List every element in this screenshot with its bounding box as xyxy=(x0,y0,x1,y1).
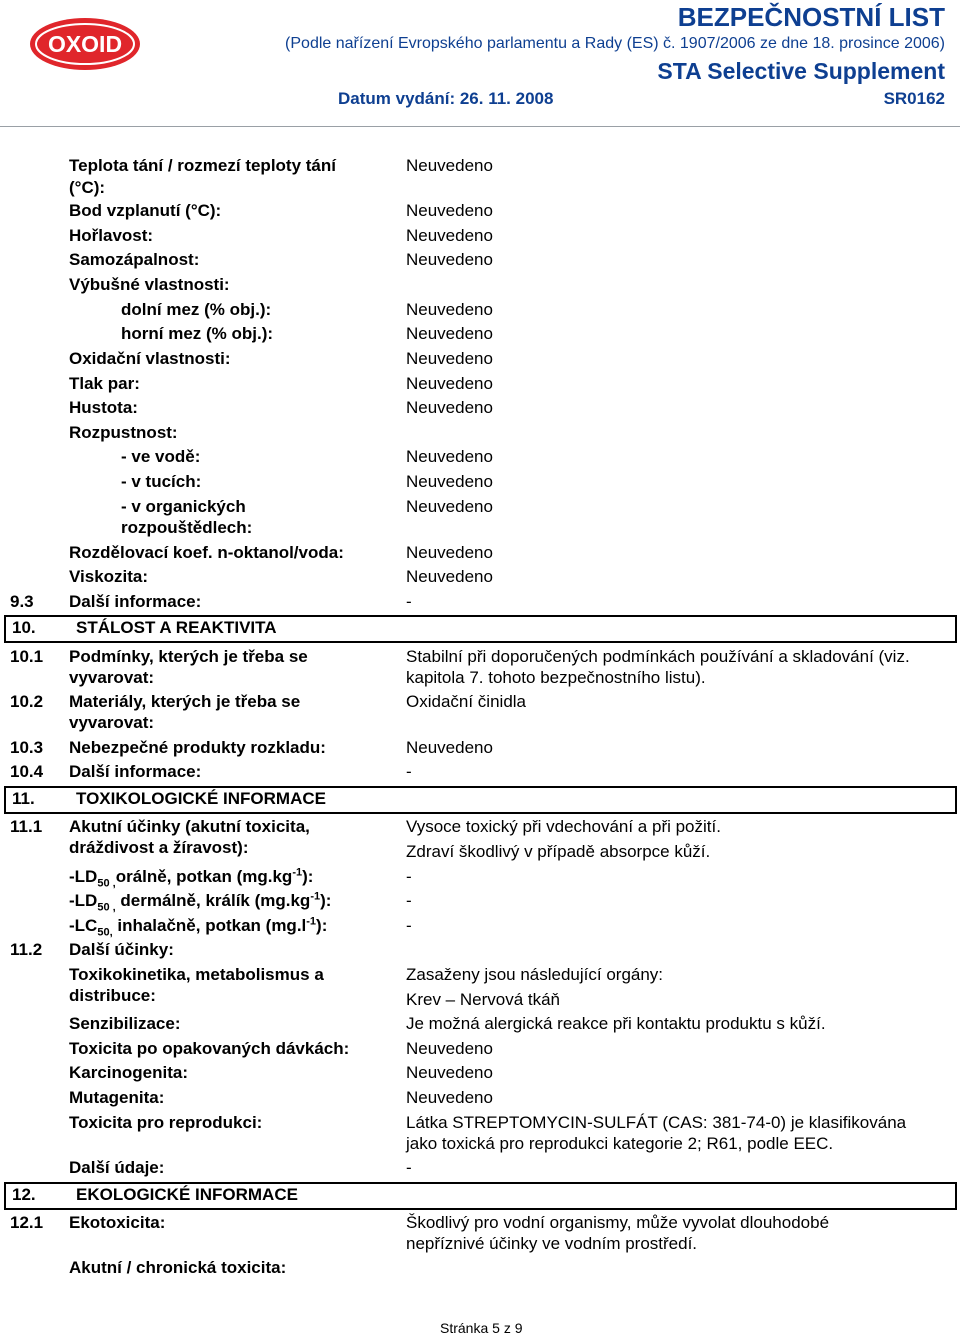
other-info-value: - xyxy=(406,762,412,781)
conditions-to-avoid-value: Stabilní při doporučených podmínkách používání a skladování (viz. xyxy=(406,647,910,666)
oxoid-logo xyxy=(28,16,142,72)
vapour-pressure-label: Tlak par: xyxy=(69,374,140,393)
density-label: Hustota: xyxy=(69,398,138,417)
section-12-header xyxy=(4,1182,957,1210)
oxidizing-value: Neuvedeno xyxy=(406,349,493,368)
section-number: 12.1 xyxy=(10,1213,44,1232)
ecotoxicity-value-cont: nepříznivé účinky ve vodním prostředí. xyxy=(406,1234,698,1253)
solubility-water-label: - ve vodě: xyxy=(121,447,201,466)
ld50-prefix: -LD xyxy=(69,891,98,910)
ld50-suffix: ): xyxy=(320,891,332,910)
regulation-note: (Podle nařízení Evropského parlamentu a Rady (ES) č. 1907/2006 ze dne 18. prosince 2006) xyxy=(285,35,945,52)
repeated-dose-value: Neuvedeno xyxy=(406,1039,493,1058)
ld50-superscript: -1 xyxy=(292,866,303,879)
acute-effects-value-cont: Zdraví škodlivý v případě absorpce kůží. xyxy=(406,842,711,861)
conditions-to-avoid-label: Podmínky, kterých je třeba se xyxy=(69,647,308,666)
melting-point-label: Teplota tání / rozmezí teploty tání xyxy=(69,156,336,175)
ld50-suffix: ): xyxy=(302,867,314,886)
lc50-superscript: -1 xyxy=(306,915,317,928)
melting-point-label-cont: (°C): xyxy=(69,178,106,197)
lower-limit-value: Neuvedeno xyxy=(406,300,493,319)
product-code: SR0162 xyxy=(883,89,945,108)
lc50-inhalation-value: - xyxy=(406,916,412,935)
decomposition-products-label: Nebezpečné produkty rozkladu: xyxy=(69,738,326,757)
other-data-label: Další údaje: xyxy=(69,1158,165,1177)
solubility-organic-label: - v organických xyxy=(121,497,246,516)
ecotoxicity-label: Ekotoxicita: xyxy=(69,1213,166,1232)
section-number: 10.4 xyxy=(10,762,44,781)
solubility-organic-value: Neuvedeno xyxy=(406,497,493,516)
decomposition-products-value: Neuvedeno xyxy=(406,738,493,757)
materials-to-avoid-label: Materiály, kterých je třeba se xyxy=(69,692,301,711)
other-info-value: - xyxy=(406,592,412,611)
other-effects-label: Další účinky: xyxy=(69,940,174,959)
other-data-value: - xyxy=(406,1158,412,1177)
mutagenicity-label: Mutagenita: xyxy=(69,1088,165,1107)
flash-point-label: Bod vzplanutí (°C): xyxy=(69,201,222,220)
ld50-dermal-value: - xyxy=(406,891,412,910)
flammability-label: Hořlavost: xyxy=(69,226,154,245)
lc50-subscript: 50, xyxy=(97,926,113,939)
section-number: 9.3 xyxy=(10,592,34,611)
ld50-subscript: 50 , xyxy=(97,877,116,890)
viscosity-label: Viskozita: xyxy=(69,567,149,586)
section-number: 11.1 xyxy=(10,817,43,836)
issue-date: Datum vydání: 26. 11. 2008 xyxy=(338,89,554,108)
header-divider xyxy=(0,126,960,127)
acute-effects-label: Akutní účinky (akutní toxicita, xyxy=(69,817,310,836)
section-12-number: 12. xyxy=(12,1185,36,1204)
carcinogenicity-value: Neuvedeno xyxy=(406,1063,493,1082)
solubility-label: Rozpustnost: xyxy=(69,423,178,442)
upper-limit-label: horní mez (% obj.): xyxy=(121,324,274,343)
ld50-dermal-text: dermálně, králík (mg.kg xyxy=(115,891,311,910)
ld50-oral-value: - xyxy=(406,867,412,886)
viscosity-value: Neuvedeno xyxy=(406,567,493,586)
materials-to-avoid-value: Oxidační činidla xyxy=(406,692,527,711)
ld50-oral-label xyxy=(69,866,314,890)
partition-coefficient-value: Neuvedeno xyxy=(406,543,493,562)
toxicokinetics-label: Toxikokinetika, metabolismus a xyxy=(69,965,324,984)
acute-effects-value: Vysoce toxický při vdechování a při požití. xyxy=(406,817,721,836)
mutagenicity-value: Neuvedeno xyxy=(406,1088,493,1107)
section-number: 10.3 xyxy=(10,738,44,757)
density-value: Neuvedeno xyxy=(406,398,493,417)
section-10-title: STÁLOST A REAKTIVITA xyxy=(76,618,277,637)
toxicokinetics-value: Zasaženy jsou následující orgány: xyxy=(406,965,664,984)
solubility-water-value: Neuvedeno xyxy=(406,447,493,466)
conditions-to-avoid-label-cont: vyvarovat: xyxy=(69,668,155,687)
section-number: 11.2 xyxy=(10,940,43,959)
ld50-oral-text: orálně, potkan (mg.kg xyxy=(115,867,293,886)
section-10-header xyxy=(4,615,957,643)
autoignition-value: Neuvedeno xyxy=(406,250,493,269)
autoignition-label: Samozápalnost: xyxy=(69,250,200,269)
lc50-text: inhalačně, potkan (mg.l xyxy=(112,916,307,935)
sensitization-value: Je možná alergická reakce při kontaktu produktu s kůží. xyxy=(406,1014,826,1033)
vapour-pressure-value: Neuvedeno xyxy=(406,374,493,393)
reproductive-toxicity-label: Toxicita pro reprodukci: xyxy=(69,1113,263,1132)
ecotoxicity-value: Škodlivý pro vodní organismy, může vyvolat dlouhodobé xyxy=(406,1213,830,1232)
melting-point-value: Neuvedeno xyxy=(406,156,493,175)
solubility-fat-label: - v tucích: xyxy=(121,472,202,491)
section-11-title: TOXIKOLOGICKÉ INFORMACE xyxy=(76,789,326,808)
toxicokinetics-label-cont: distribuce: xyxy=(69,986,156,1005)
section-number: 10.1 xyxy=(10,647,44,666)
other-info-label: Další informace: xyxy=(69,762,202,781)
product-name: STA Selective Supplement xyxy=(657,58,945,84)
flash-point-value: Neuvedeno xyxy=(406,201,493,220)
lc50-inhalation-label xyxy=(69,915,328,939)
reproductive-toxicity-value-cont: jako toxická pro reprodukci kategorie 2; R61, podle EEC. xyxy=(406,1134,834,1153)
section-11-number: 11. xyxy=(12,789,35,808)
solubility-organic-label-cont: rozpouštědlech: xyxy=(121,518,253,537)
page-number: Stránka 5 z 9 xyxy=(440,1320,523,1336)
solubility-fat-value: Neuvedeno xyxy=(406,472,493,491)
flammability-value: Neuvedeno xyxy=(406,226,493,245)
lower-limit-label: dolní mez (% obj.): xyxy=(121,300,272,319)
carcinogenicity-label: Karcinogenita: xyxy=(69,1063,189,1082)
materials-to-avoid-label-cont: vyvarovat: xyxy=(69,713,155,732)
chronic-toxicity-label: Akutní / chronická toxicita: xyxy=(69,1258,287,1277)
section-12-title: EKOLOGICKÉ INFORMACE xyxy=(76,1185,298,1204)
section-10-number: 10. xyxy=(12,618,36,637)
section-number: 10.2 xyxy=(10,692,44,711)
oxidizing-label: Oxidační vlastnosti: xyxy=(69,349,231,368)
sensitization-label: Senzibilizace: xyxy=(69,1014,181,1033)
upper-limit-value: Neuvedeno xyxy=(406,324,493,343)
repeated-dose-label: Toxicita po opakovaných dávkách: xyxy=(69,1039,350,1058)
explosive-label: Výbušné vlastnosti: xyxy=(69,275,230,294)
ld50-subscript: 50 , xyxy=(97,901,116,914)
toxicokinetics-value-cont: Krev – Nervová tkáň xyxy=(406,990,561,1009)
other-info-label: Další informace: xyxy=(69,592,202,611)
lc50-prefix: -LC xyxy=(69,916,98,935)
lc50-suffix: ): xyxy=(316,916,328,935)
section-11-header xyxy=(4,786,957,814)
reproductive-toxicity-value: Látka STREPTOMYCIN-SULFÁT (CAS: 381-74-0) je klasifikována xyxy=(406,1113,907,1132)
ld50-dermal-label xyxy=(69,890,332,914)
partition-coefficient-label: Rozdělovací koef. n-oktanol/voda: xyxy=(69,543,344,562)
acute-effects-label-cont: dráždivost a žíravost): xyxy=(69,838,249,857)
ld50-prefix: -LD xyxy=(69,867,98,886)
document-title: BEZPEČNOSTNÍ LIST xyxy=(677,2,945,32)
logo-text: OXOID xyxy=(47,31,123,57)
ld50-superscript: -1 xyxy=(310,890,321,903)
conditions-to-avoid-value-cont: kapitola 7. tohoto bezpečnostního listu). xyxy=(406,668,706,687)
